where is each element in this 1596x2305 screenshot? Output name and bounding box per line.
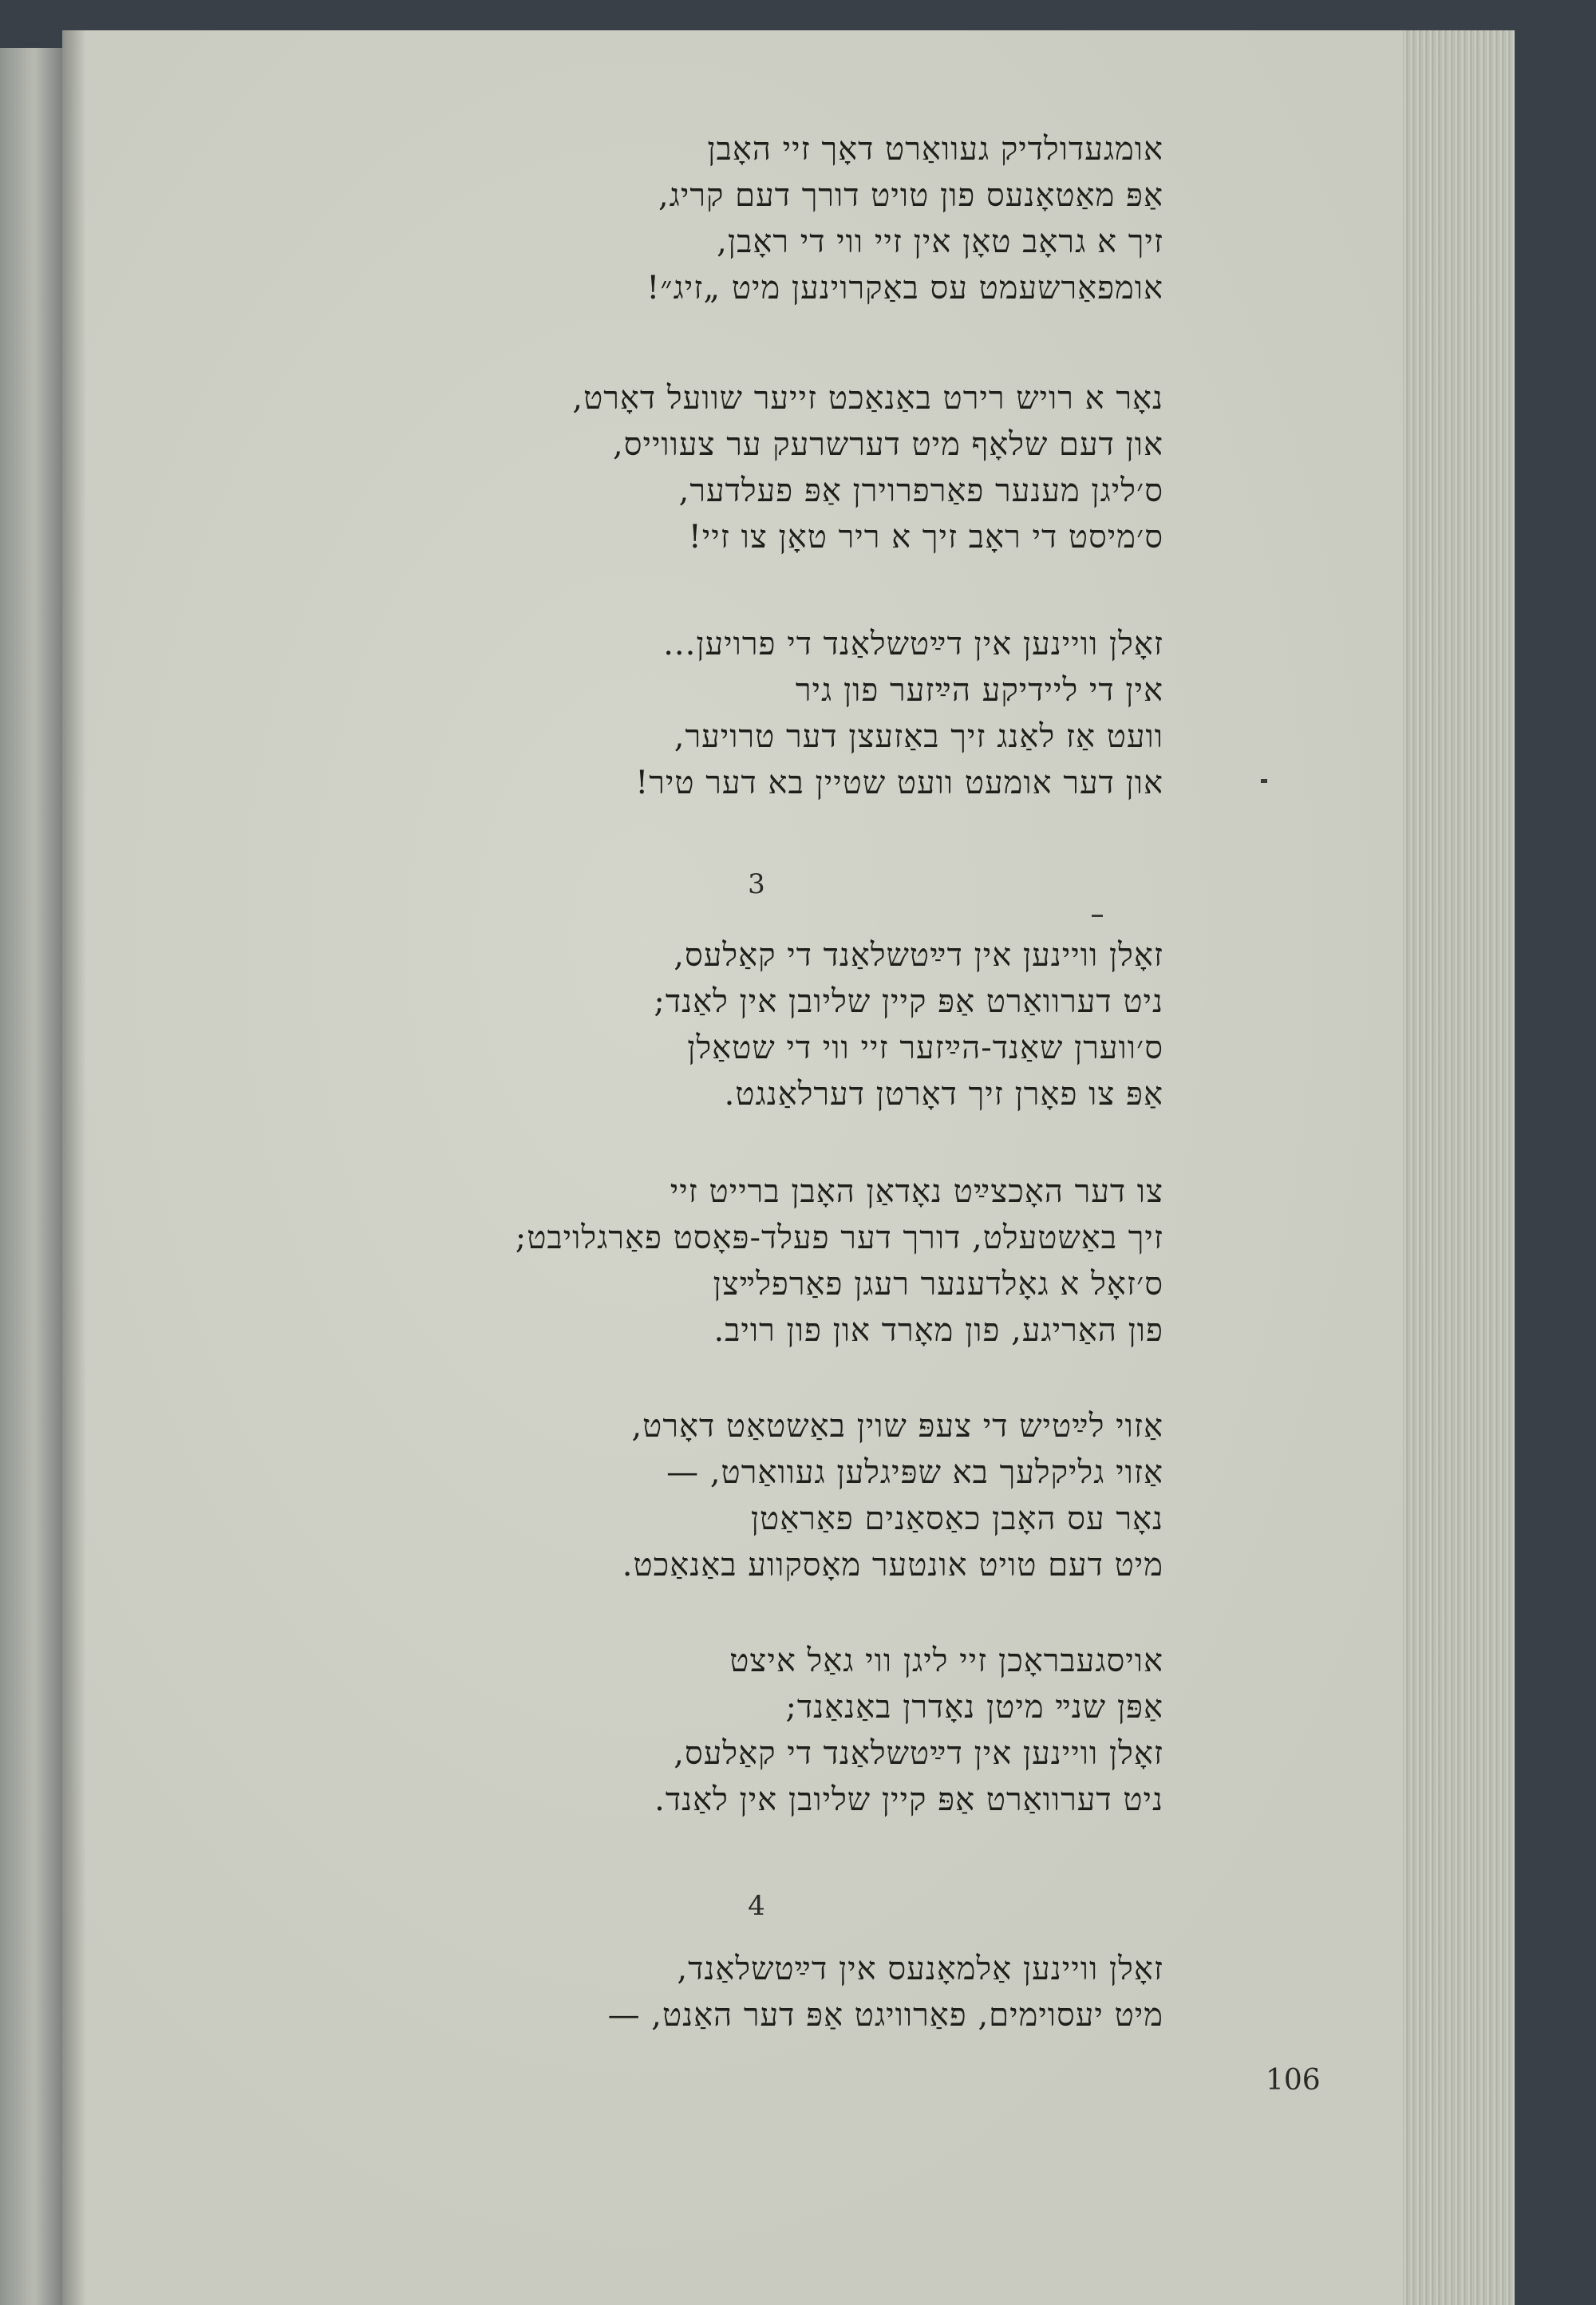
poem-line: פון האַריגע, פון מאָרד און פון רויב. [713, 1312, 1163, 1349]
stanza-2 [381, 375, 1163, 560]
poem-line: אַזוי לײַטיש די צעפּ שוין באַשטאַט דאָרט, [631, 1408, 1163, 1445]
poem-line: מיט דעם טויט אונטער מאָסקווע באַנאַכט. [622, 1547, 1163, 1583]
left-page-edge [0, 48, 62, 2305]
poem-line: זיך א גראָב טאָן אין זיי ווי די ראָבן, [717, 223, 1163, 260]
page-number: 106 [1266, 2064, 1321, 2097]
stanza-1 [381, 126, 1163, 311]
poem-line: ס׳זאָל א גאָלדענער רעגן פאַרפלײצן [713, 1266, 1163, 1303]
poem-line: אומגעדולדיק געוואַרט דאָך זיי האָבן [707, 131, 1163, 168]
stanza-5 [381, 1168, 1163, 1354]
poem-line: ס׳ליגן מענער פאַרפרוירן אַפּ פעלדער, [678, 472, 1163, 509]
ink-speck [1092, 915, 1103, 917]
stanza-8 [381, 1946, 1163, 2038]
poem-line: ניט דערוואַרט אַפּ קיין שליובן אין לאַנד. [654, 1781, 1163, 1818]
poem-line: צו דער האָכצײַט נאָדאַן האָבן ברייט זיי [670, 1173, 1163, 1210]
stanza-6 [381, 1403, 1163, 1588]
poem-line: זיך באַשטעלט, דורך דער פעלד-פּאָסט פאַרגלויבט; [515, 1220, 1163, 1256]
stanza-3 [381, 621, 1163, 806]
ink-speck [1261, 779, 1267, 783]
spine-shadow [62, 30, 86, 2305]
poem-line: זאָלן וויינען אַלמאָנעס אין דײַטשלאַנד, [677, 1951, 1163, 1987]
book-page [62, 30, 1515, 2305]
poem-line: אין די ליידיקע הײַזער פון גיר [795, 672, 1163, 709]
poem-line: אויסגעבראָכן זיי ליגן ווי גאַל איצט [729, 1643, 1163, 1679]
poem-line: אַפּ צו פאָרן זיך דאָרטן דערלאַנגט. [724, 1076, 1163, 1113]
poem-line: און דער אומעט וועט שטיין בא דער טיר! [635, 765, 1163, 801]
page-edges [1403, 30, 1515, 2305]
poem-line: וועט אַז לאַנג זיך באַזעצן דער טרויער, [674, 718, 1163, 755]
poem-line: נאָר א רויש רירט באַנאַכט זייער שוועל דאָרט, [572, 380, 1163, 417]
stanza-7 [381, 1638, 1163, 1823]
poem-line: ס׳ווערן שאַנד-הײַזער זיי ווי די שטאַלן [687, 1030, 1163, 1066]
poem-line: אַזוי גליקלעך בא שפּיגלען געוואַרט, — [666, 1454, 1163, 1491]
section-number: 3 [748, 868, 765, 900]
poem-line: נאָר עס האָבן כאַסאַנים פאַראַטן [750, 1500, 1163, 1537]
poem-line: אַפּן שנײ מיטן נאָדרן באַנאַנד; [785, 1689, 1163, 1726]
poem-line: מיט יעסוימים, פאַרוויגט אַפּ דער האַנט, — [607, 1997, 1163, 2034]
poem-line: זאָלן וויינען אין דײַטשלאַנד די קאַלעס, [674, 937, 1163, 974]
stanza-4 [381, 932, 1163, 1117]
poem-line: זאָלן וויינען אין דײַטשלאַנד די קאַלעס, [674, 1735, 1163, 1772]
poem-line: אַפּ מאַטאָנעס פון טויט דורך דעם קריג, [658, 177, 1163, 214]
poem-line: ס׳מיסט די ראָב זיך א ריר טאָן צו זיי! [688, 519, 1163, 555]
poem-line: ניט דערוואַרט אַפּ קיין שליובן אין לאַנד; [654, 983, 1163, 1020]
poem-line: אומפאַרשעמט עס באַקרוינען מיט „זיג״! [646, 270, 1163, 306]
section-number: 4 [748, 1890, 765, 1922]
poem-line: און דעם שלאָף מיט דערשרעק ער צעווייס, [612, 426, 1163, 463]
poem-line: זאָלן וויינען אין דײַטשלאַנד די פרויען... [663, 626, 1163, 662]
